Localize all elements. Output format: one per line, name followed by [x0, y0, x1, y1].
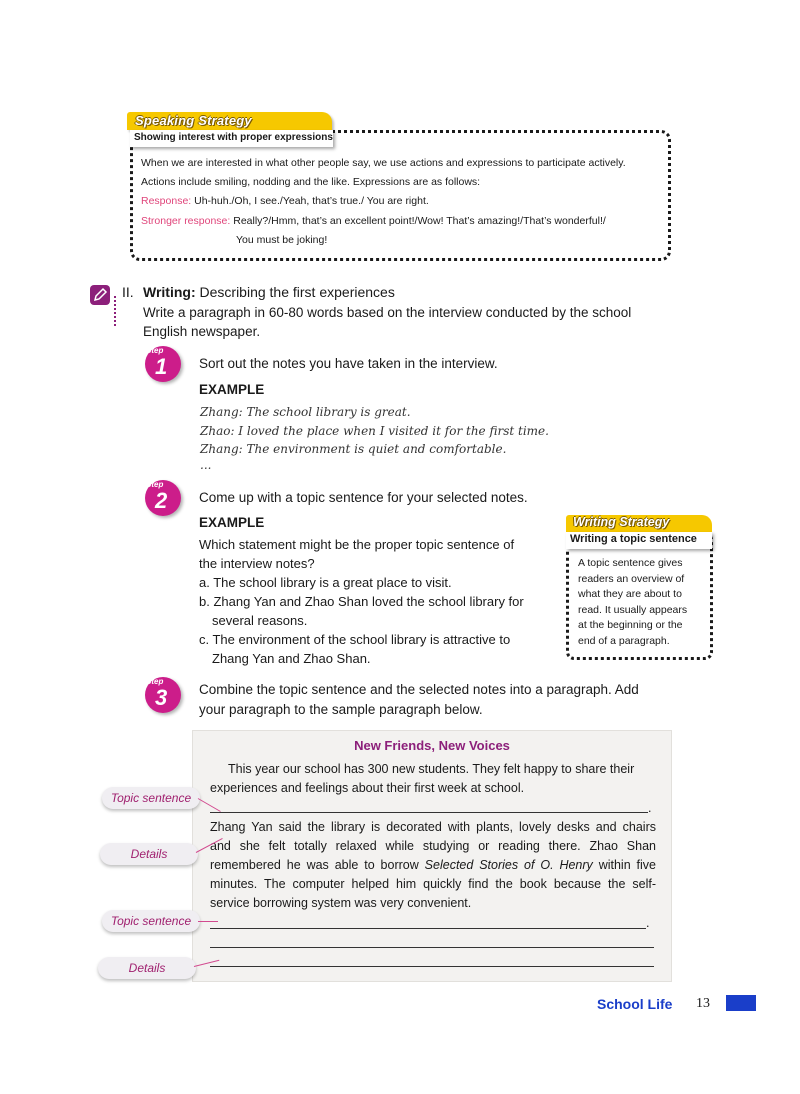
side-label-details-1: Details	[100, 843, 198, 865]
footer-color-bar	[726, 995, 756, 1011]
section-title	[143, 284, 395, 300]
pencil-icon	[90, 285, 110, 305]
stronger-response-text: Really?/Hmm, that’s an excellent point!/Wow! That’s amazing!/That’s wonderful!/	[233, 215, 606, 227]
note-ellipsis: ...	[200, 458, 212, 472]
sample-line-6: minutes. The computer helped him quickly find the book because the self-	[210, 877, 656, 891]
step-2-example: EXAMPLE	[199, 515, 265, 530]
page-number: 13	[696, 996, 710, 1011]
section-number: II.	[122, 284, 134, 300]
speaking-strategy-line2: Actions include smiling, nodding and the like. Expressions are as follows:	[141, 176, 481, 188]
step-3-number: 3	[155, 685, 168, 710]
step-1-text: Sort out the notes you have taken in the interview.	[199, 356, 498, 371]
ws-line: what they are about to	[578, 588, 682, 600]
response-text: Uh-huh./Oh, I see./Yeah, that’s true./ You are right.	[194, 195, 429, 207]
blank-line-1[interactable]	[210, 812, 648, 813]
sample-line-5a: remembered he was able to borrow	[210, 858, 425, 872]
connector	[198, 921, 218, 922]
sample-line-1: This year our school has 300 new students. They felt happy to share their	[228, 762, 635, 776]
side-label-topic-sentence-2: Topic sentence	[102, 910, 200, 932]
blank-2-period: .	[646, 916, 650, 930]
step-3-text-2: your paragraph to the sample paragraph below.	[199, 702, 483, 717]
writing-strategy-text	[578, 556, 700, 649]
stronger-response-text-2: You must be joking!	[236, 234, 328, 246]
option-b-1: b. Zhang Yan and Zhao Shan loved the school library for	[199, 594, 524, 609]
sample-line-3: Zhang Yan said the library is decorated with plants, lovely desks and chairs	[210, 820, 656, 834]
ws-line: read. It usually appears	[578, 603, 688, 616]
question-line-1: Which statement might be the proper topic sentence of	[199, 537, 515, 552]
response-label: Response:	[141, 195, 192, 207]
blank-line-2[interactable]	[210, 928, 646, 929]
blank-line-3[interactable]	[210, 947, 654, 948]
sample-line-5c: within five	[592, 858, 657, 872]
writing-instruction-1: Write a paragraph in 60-80 words based on the interview conducted by the school	[143, 305, 632, 320]
option-c-2: Zhang Yan and Zhao Shan.	[212, 651, 371, 666]
blank-line-4[interactable]	[210, 966, 654, 967]
step-2-number: 2	[155, 488, 168, 513]
book-title: Selected Stories of O. Henry	[424, 858, 593, 872]
ws-line: readers an overview of	[578, 572, 685, 585]
ws-line: at the beginning or the	[578, 619, 683, 631]
speaking-strategy-subtitle: Showing interest with proper expressions	[134, 132, 333, 143]
sample-line-4: and she felt totally relaxed while studying or reading there. Zhao Shan	[210, 839, 656, 853]
speaking-strategy-title: Speaking Strategy	[135, 113, 252, 128]
stronger-response-label: Stronger response:	[141, 215, 231, 227]
step-1-label: Step	[146, 346, 164, 355]
speaking-strategy-line1: When we are interested in what other people say, we use actions and expressions to participate actively.	[141, 157, 626, 169]
section-title-bold: Writing:	[143, 284, 196, 300]
section-title-rest: Describing the first experiences	[199, 284, 395, 300]
sample-line-2: experiences and feelings about their first week at school.	[210, 781, 525, 795]
step-1-number: 1	[155, 354, 168, 379]
step-3-text-1: Combine the topic sentence and the selected notes into a paragraph. Add	[199, 682, 639, 697]
sample-title: New Friends, New Voices	[354, 738, 510, 753]
blank-1-period: .	[648, 801, 652, 815]
ws-line: A topic sentence gives	[578, 557, 683, 569]
step-3-label: Step	[146, 677, 164, 686]
sample-line-5	[210, 856, 656, 875]
side-label-topic-sentence-1: Topic sentence	[102, 787, 200, 809]
question-line-2: the interview notes?	[199, 556, 315, 571]
ws-line: end of a paragraph.	[578, 634, 670, 647]
stronger-response-row	[141, 212, 606, 231]
note-3: Zhang: The environment is quiet and comfortable.	[200, 442, 507, 456]
writing-strategy-subtitle: Writing a topic sentence	[570, 533, 697, 545]
step-2-label: Step	[146, 480, 164, 489]
footer-section-title: School Life	[597, 996, 673, 1012]
option-a: a. The school library is a great place to visit.	[199, 575, 452, 590]
sample-line-7: service borrowing system was very convenient.	[210, 896, 472, 910]
writing-strategy-title: Writing Strategy	[573, 515, 670, 529]
note-1: Zhang: The school library is great.	[200, 405, 411, 419]
writing-instruction-2: English newspaper.	[143, 324, 261, 339]
side-label-details-2: Details	[98, 957, 196, 979]
response-row	[141, 192, 429, 211]
dotted-divider	[114, 296, 120, 326]
note-2: Zhao: I loved the place when I visited it for the first time.	[200, 424, 549, 438]
step-1-example: EXAMPLE	[199, 382, 265, 397]
option-c-1: c. The environment of the school library is attractive to	[199, 632, 511, 647]
option-b-2: several reasons.	[212, 613, 308, 628]
step-2-text: Come up with a topic sentence for your selected notes.	[199, 490, 528, 505]
